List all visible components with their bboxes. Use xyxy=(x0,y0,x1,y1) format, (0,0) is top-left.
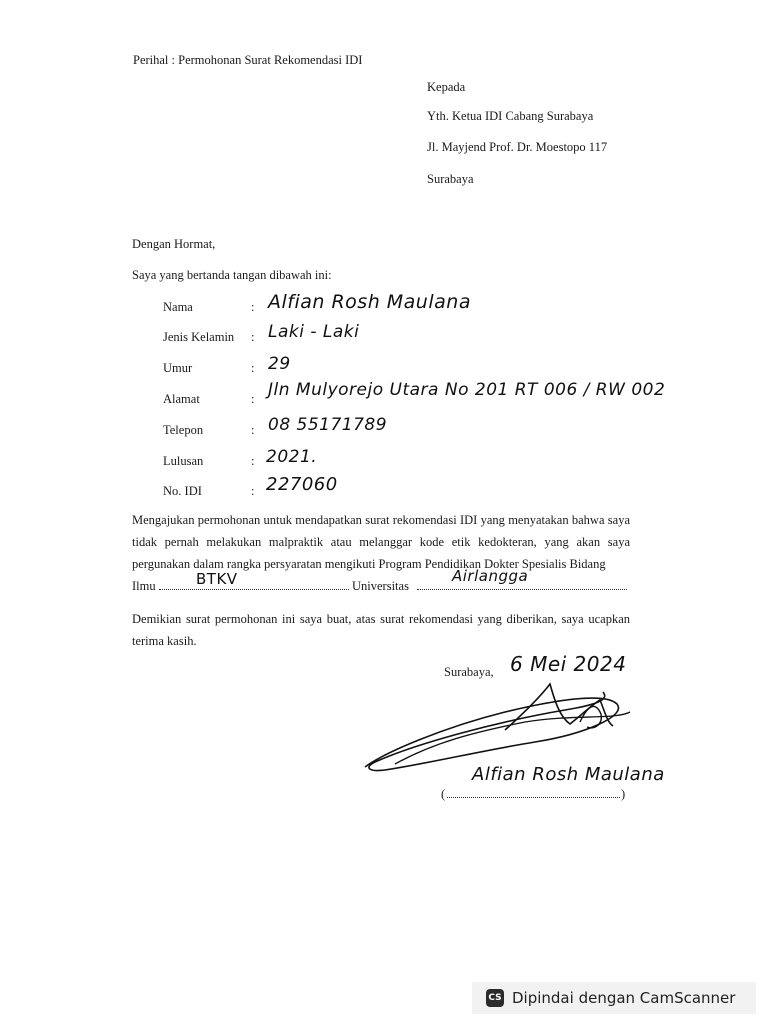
signature-dotted-line xyxy=(447,797,620,798)
place-label: Surabaya, xyxy=(444,665,494,679)
field-value-telepon: 08 55171789 xyxy=(268,415,388,435)
universitas-dotted-line xyxy=(417,589,627,590)
letter-subject: Perihal : Permohonan Surat Rekomendasi IDI xyxy=(133,53,363,67)
field-colon: : xyxy=(251,484,255,498)
signer-name-handwritten: Alfian Rosh Maulana xyxy=(472,764,665,785)
field-value-lulusan: 2021. xyxy=(266,447,318,467)
date-handwritten: 6 Mei 2024 xyxy=(510,652,627,676)
field-label-lulusan: Lulusan xyxy=(163,454,204,468)
field-colon: : xyxy=(251,423,255,437)
field-colon: : xyxy=(251,300,255,314)
field-label-nama: Nama xyxy=(163,300,193,314)
field-colon: : xyxy=(251,330,255,344)
ilmu-value: BTKV xyxy=(196,570,238,588)
body-paragraph: Mengajukan permohonan untuk mendapatkan surat rekomendasi IDI yang menyatakan bahwa saya tidak pernah melakukan malpraktik atau melanggar kode etik kedokteran, yang akan saya pergunakan dalam rangka persyaratan mengikuti Program Pendidikan Dokter Spesialis Bidang xyxy=(132,513,630,571)
field-colon: : xyxy=(251,361,255,375)
field-value-umur: 29 xyxy=(268,354,291,374)
field-value-alamat: Jln Mulyorejo Utara No 201 RT 006 / RW 002 xyxy=(268,380,666,400)
closing-paragraph: Demikian surat permohonan ini saya buat, atas surat rekomendasi yang diberikan, saya ucapkan terima kasih. xyxy=(132,612,630,648)
field-value-no-idi: 227060 xyxy=(266,474,338,495)
signature-bracket-close: ) xyxy=(621,787,626,801)
greeting: Dengan Hormat, xyxy=(132,237,216,251)
camscanner-watermark xyxy=(472,982,756,1014)
recipient-address: Jl. Mayjend Prof. Dr. Moestopo 117 xyxy=(427,140,608,154)
field-label-no-idi: No. IDI xyxy=(163,484,202,498)
camscanner-text: Dipindai dengan CamScanner xyxy=(512,989,736,1007)
field-label-alamat: Alamat xyxy=(163,392,200,406)
recipient-to: Kepada xyxy=(427,80,466,94)
field-colon: : xyxy=(251,392,255,406)
field-label-jenis-kelamin: Jenis Kelamin xyxy=(163,330,235,344)
ilmu-label: Ilmu xyxy=(132,579,156,593)
field-value-nama: Alfian Rosh Maulana xyxy=(268,291,471,313)
recipient-city: Surabaya xyxy=(427,172,474,186)
universitas-value: Airlangga xyxy=(452,567,529,585)
recipient-name: Yth. Ketua IDI Cabang Surabaya xyxy=(427,109,594,123)
field-value-jenis-kelamin: Laki - Laki xyxy=(268,322,360,342)
field-colon: : xyxy=(251,454,255,468)
universitas-label: Universitas xyxy=(352,579,409,593)
camscanner-logo-icon: CS xyxy=(486,989,504,1007)
field-label-telepon: Telepon xyxy=(163,423,204,437)
ilmu-dotted-line xyxy=(159,589,349,590)
field-label-umur: Umur xyxy=(163,361,193,375)
intro-text: Saya yang bertanda tangan dibawah ini: xyxy=(132,268,332,282)
signature-bracket-open: ( xyxy=(441,787,446,801)
